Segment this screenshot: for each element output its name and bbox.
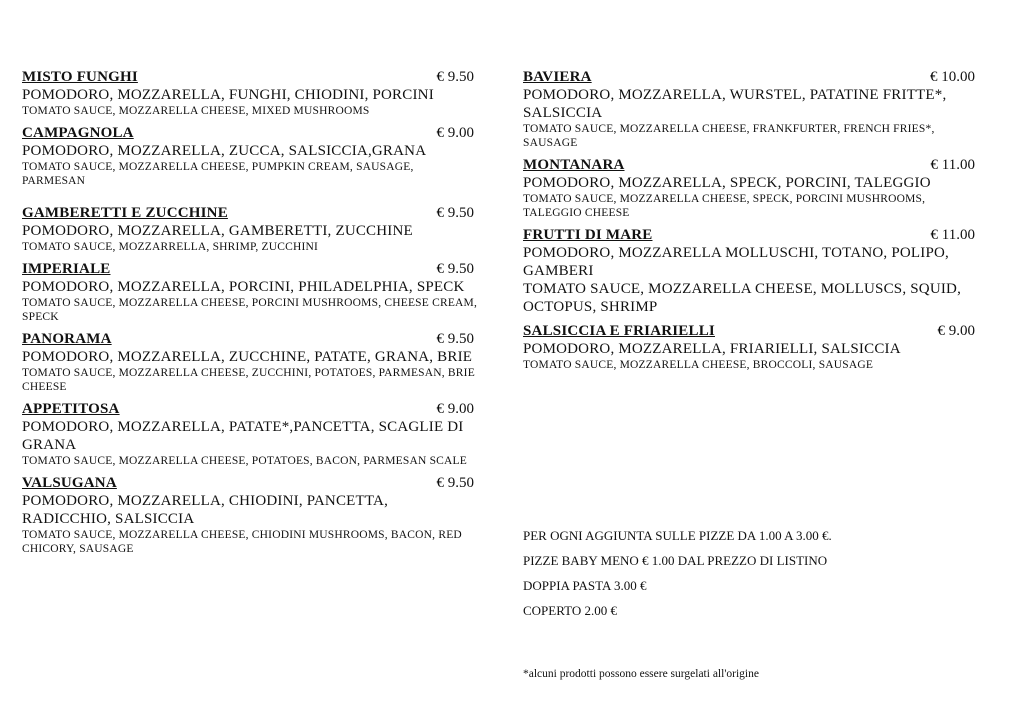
item-price: € 9.50 (436, 331, 474, 347)
menu-column-left (22, 68, 478, 562)
item-price: € 11.00 (930, 227, 975, 243)
menu-item-salsiccia-e-friarielli (523, 322, 979, 372)
item-price: € 11.00 (930, 157, 975, 173)
item-ingredients-en: TOMATO SAUCE, MOZZARELLA CHEESE, PORCINI MUSHROOMS, CHEESE CREAM, SPECK (22, 297, 478, 323)
note-additions: PER OGNI AGGIUNTA SULLE PIZZE DA 1.00 A 3.00 €. (523, 528, 832, 543)
menu-item-appetitosa (22, 400, 478, 468)
menu-column-right (523, 68, 979, 378)
item-ingredients-en: TOMATO SAUCE, MOZZARELLA CHEESE, MIXED MUSHROOMS (22, 105, 370, 117)
item-ingredients-it: POMODORO, MOZZARELLA, FRIARIELLI, SALSICCIA (523, 341, 901, 357)
menu-notes (523, 528, 993, 628)
item-ingredients-it: POMODORO, MOZZARELLA, CHIODINI, PANCETTA, RADICCHIO, SALSICCIA (22, 493, 389, 527)
menu-item-panorama (22, 330, 478, 394)
menu-item-campagnola (22, 124, 478, 188)
item-price: € 9.50 (436, 261, 474, 277)
menu-item-valsugana (22, 474, 478, 556)
item-ingredients-en: TOMATO SAUCE, MOZZARELLA CHEESE, ZUCCHINI, POTATOES, PARMESAN, BRIE CHEESE (22, 367, 475, 393)
item-name: GAMBERETTI E ZUCCHINE (22, 205, 228, 221)
item-ingredients-it: POMODORO, MOZZARELLA, GAMBERETTI, ZUCCHINE (22, 223, 413, 239)
item-ingredients-en: TOMATO SAUCE, MOZZARELLA CHEESE, BROCCOLI, SAUSAGE (523, 359, 874, 371)
item-price: € 9.50 (436, 205, 474, 221)
item-price: € 9.00 (436, 125, 474, 141)
item-ingredients-it: POMODORO, MOZZARELLA, FUNGHI, CHIODINI, PORCINI (22, 87, 434, 103)
item-ingredients-en: TOMATO SAUCE, MOZZARELLA CHEESE, FRANKFURTER, FRENCH FRIES*, SAUSAGE (523, 123, 935, 149)
item-name: VALSUGANA (22, 475, 117, 491)
item-price: € 9.00 (436, 401, 474, 417)
note-baby-pizza: PIZZE BABY MENO € 1.00 DAL PREZZO DI LISTINO (523, 553, 828, 568)
item-ingredients-en: TOMATO SAUCE, MOZZARELLA CHEESE, CHIODINI MUSHROOMS, BACON, RED CHICORY, SAUSAGE (22, 529, 462, 555)
item-name: PANORAMA (22, 331, 112, 347)
note-cover-charge: COPERTO 2.00 € (523, 603, 617, 618)
item-price: € 9.50 (436, 69, 474, 85)
menu-item-frutti-di-mare (523, 226, 979, 316)
item-ingredients-it: POMODORO, MOZZARELLA, PATATE*,PANCETTA, SCAGLIE DI GRANA (22, 419, 464, 453)
item-name: IMPERIALE (22, 261, 111, 277)
item-price: € 9.00 (937, 323, 975, 339)
item-ingredients-en: TOMATO SAUCE, MOZZARELLA CHEESE, SPECK, PORCINI MUSHROOMS, TALEGGIO CHEESE (523, 193, 926, 219)
note-double-dough: DOPPIA PASTA 3.00 € (523, 578, 647, 593)
item-ingredients-en: TOMATO SAUCE, MOZZARRELLA, SHRIMP, ZUCCHINI (22, 241, 319, 253)
item-ingredients-it: POMODORO, MOZZARELLA, WURSTEL, PATATINE FRITTE*, SALSICCIA (523, 87, 947, 121)
item-ingredients-it: POMODORO, MOZZARELLA, SPECK, PORCINI, TALEGGIO (523, 175, 931, 191)
item-name: APPETITOSA (22, 401, 120, 417)
item-name: CAMPAGNOLA (22, 125, 134, 141)
item-name: MISTO FUNGHI (22, 69, 138, 85)
item-ingredients-it: POMODORO, MOZZARELLA, ZUCCA, SALSICCIA,GRANA (22, 143, 427, 159)
item-name: BAVIERA (523, 69, 592, 85)
menu-item-misto-funghi (22, 68, 478, 118)
item-ingredients-it: POMODORO, MOZZARELLA, PORCINI, PHILADELPHIA, SPECK (22, 279, 465, 295)
item-ingredients-it: POMODORO, MOZZARELLA, ZUCCHINE, PATATE, GRANA, BRIE (22, 349, 473, 365)
item-name: MONTANARA (523, 157, 625, 173)
menu-item-baviera (523, 68, 979, 150)
item-ingredients-en: TOMATO SAUCE, MOZZARELLA CHEESE, POTATOES, BACON, PARMESAN SCALE (22, 455, 467, 467)
menu-item-imperiale (22, 260, 478, 324)
item-price: € 9.50 (436, 475, 474, 491)
item-price: € 10.00 (930, 69, 975, 85)
item-ingredients-en: TOMATO SAUCE, MOZZARELLA CHEESE, PUMPKIN CREAM, SAUSAGE, PARMESAN (22, 161, 414, 187)
menu-item-gamberetti-e-zucchine (22, 204, 478, 254)
item-name: SALSICCIA E FRIARIELLI (523, 323, 715, 339)
menu-item-montanara (523, 156, 979, 220)
item-ingredients-it: POMODORO, MOZZARELLA MOLLUSCHI, TOTANO, POLIPO, GAMBERI (523, 245, 949, 279)
frozen-products-footnote: *alcuni prodotti possono essere surgelati all'origine (523, 668, 759, 680)
item-name: FRUTTI DI MARE (523, 227, 653, 243)
item-ingredients-en: TOMATO SAUCE, MOZZARELLA CHEESE, MOLLUSCS, SQUID, OCTOPUS, SHRIMP (523, 281, 962, 315)
